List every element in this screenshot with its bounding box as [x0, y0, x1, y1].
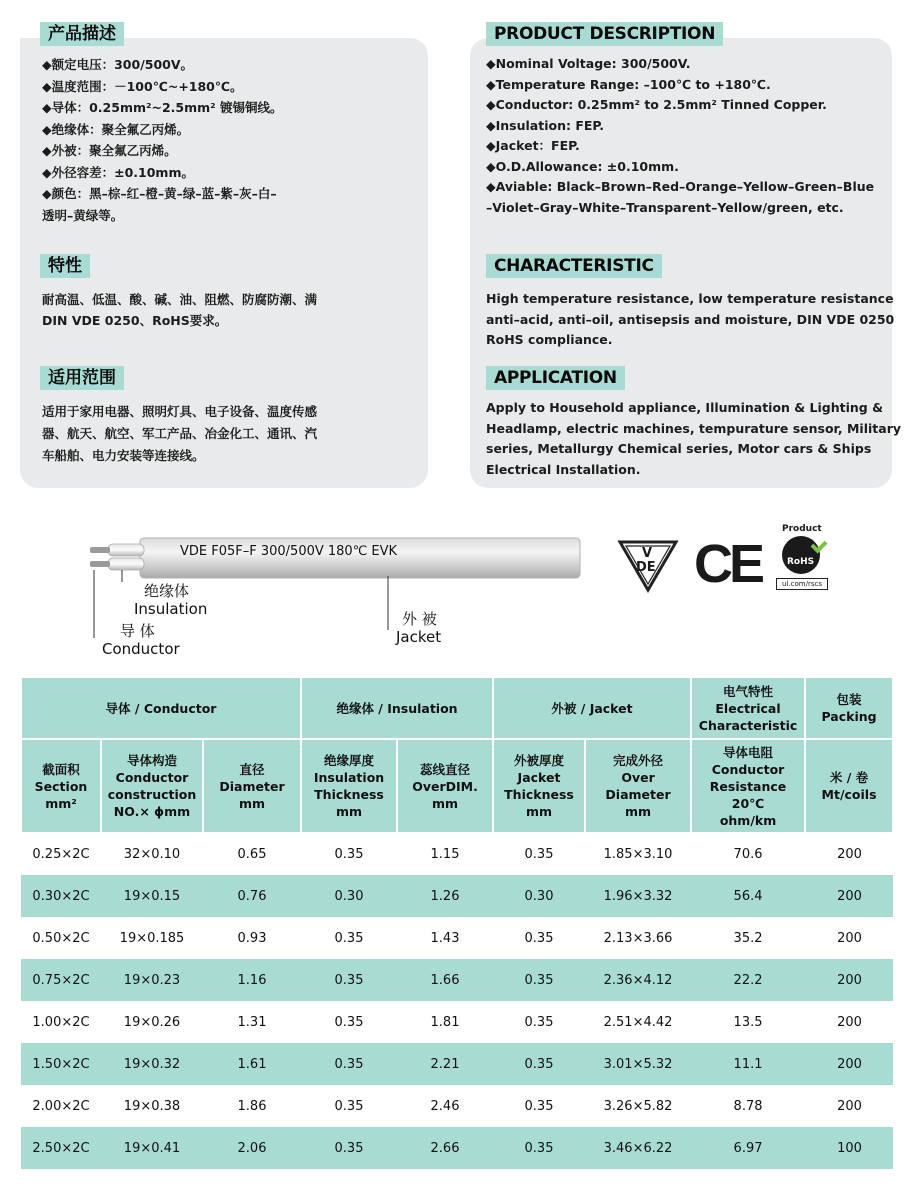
table-cell: 1.43 — [397, 917, 493, 959]
table-cell: 1.26 — [397, 875, 493, 917]
header-line: 导体构造 — [126, 753, 177, 768]
header-line: Thickness — [504, 787, 574, 802]
table-cell: 2.21 — [397, 1043, 493, 1085]
text-line: 器、航天、航空、军工产品、冶金化工、通讯、汽 — [42, 426, 318, 441]
header-line: Diameter — [219, 778, 285, 794]
jacket-thickness-header — [493, 739, 585, 833]
table-cell: 0.35 — [493, 833, 585, 875]
table-cell: 1.96×3.32 — [585, 875, 691, 917]
table-cell: 19×0.26 — [101, 1001, 203, 1043]
table-cell: 11.1 — [691, 1043, 805, 1085]
header-line: 电气特性 — [723, 683, 774, 699]
table-cell: 0.75×2C — [21, 959, 101, 1001]
table-row — [21, 1043, 893, 1085]
overdim-header — [397, 739, 493, 833]
table-cell: 2.66 — [397, 1127, 493, 1169]
ul-url: ul.com/rscs — [776, 578, 828, 590]
jacket-group-header: 外被 / Jacket — [493, 677, 691, 739]
table-cell: 0.76 — [203, 875, 301, 917]
cable-illustration — [80, 520, 600, 670]
table-cell: 1.15 — [397, 833, 493, 875]
table-cell: 1.85×3.10 — [585, 833, 691, 875]
header-line: 蕊线直径 — [420, 761, 471, 777]
header-line: Electrical — [715, 700, 781, 716]
text-line: ◆外径容差：±0.10mm。 — [42, 164, 194, 180]
conductor-group-header: 导体 / Conductor — [21, 677, 301, 739]
text-line: ◆外被：聚全氟乙丙烯。 — [42, 143, 177, 158]
header-line: mm — [431, 795, 459, 811]
table-cell: 1.50×2C — [21, 1043, 101, 1085]
conductor-label-en: Conductor — [102, 640, 180, 658]
ul-product-text: Product — [782, 524, 822, 534]
table-cell: 0.50×2C — [21, 917, 101, 959]
text-line: Apply to Household appliance, Illumination & Lighting & — [486, 400, 883, 415]
table-cell: 0.30 — [493, 875, 585, 917]
table-cell: 3.46×6.22 — [585, 1127, 691, 1169]
vde-bottom-text: DE — [636, 560, 656, 575]
header-line: 包装 — [836, 692, 862, 707]
table-cell: 1.31 — [203, 1001, 301, 1043]
table-cell: 0.35 — [493, 1043, 585, 1085]
table-cell: 2.51×4.42 — [585, 1001, 691, 1043]
table-cell: 0.35 — [493, 959, 585, 1001]
table-cell: 3.26×5.82 — [585, 1085, 691, 1127]
text-line: ◆Nominal Voltage: 300/500V. — [486, 56, 691, 71]
table-cell: 3.01×5.32 — [585, 1043, 691, 1085]
header-line: Diameter — [605, 787, 671, 802]
table-cell: 19×0.15 — [101, 875, 203, 917]
header-line: NO.× ϕmm — [113, 804, 191, 819]
table-cell: 19×0.41 — [101, 1127, 203, 1169]
text-line: anti–acid, anti–oil, antisepsis and moisture, DIN VDE 0250 — [486, 311, 895, 327]
cn-desc-list — [42, 54, 282, 226]
vde-logo — [616, 538, 680, 594]
text-line: –Violet–Gray–White–Transparent–Yellow/green, etc. — [486, 199, 844, 215]
en-app-title: APPLICATION — [486, 366, 625, 390]
text-line: ◆导体：0.25mm²~2.5mm² 镀锡铜线。 — [42, 100, 283, 115]
table-cell: 0.93 — [203, 917, 301, 959]
header-line: Characteristic — [698, 717, 798, 733]
table-cell: 200 — [805, 1085, 893, 1127]
jacket-label-en: Jacket — [396, 628, 442, 646]
header-line: Conductor — [711, 761, 785, 777]
text-line: High temperature resistance, low temperature resistance — [486, 291, 894, 306]
text-line: ◆Aviable: Black–Brown–Red–Orange–Yellow–Green–Blue — [486, 179, 875, 194]
text-line: 适用于家用电器、照明灯具、电子设备、温度传感 — [42, 404, 318, 419]
table-cell: 13.5 — [691, 1001, 805, 1043]
ul-rohs-text: RoHS — [787, 557, 815, 567]
header-line: 米 / 卷 — [829, 770, 869, 785]
insulation-label-en: Insulation — [134, 600, 208, 618]
header-line: Over — [621, 770, 655, 785]
text-line: series, Metallurgy Chemical series, Motor cars & Ships — [486, 441, 872, 456]
header-line: mm² — [45, 795, 77, 811]
table-cell: 2.00×2C — [21, 1085, 101, 1127]
header-line: Thickness — [314, 787, 384, 802]
construction-header — [101, 739, 203, 833]
table-cell: 0.25×2C — [21, 833, 101, 875]
over-diameter-header — [585, 739, 691, 833]
text-line: ◆绝缘体：聚全氟乙丙烯。 — [42, 121, 190, 137]
en-app-text — [486, 398, 901, 480]
table-cell: 19×0.38 — [101, 1085, 203, 1127]
header-line: mm — [624, 804, 652, 819]
table-cell: 0.65 — [203, 833, 301, 875]
header-line: construction — [107, 787, 197, 802]
en-char-text — [486, 289, 894, 351]
header-line: 绝缘厚度 — [324, 753, 375, 768]
section-header — [21, 739, 101, 833]
table-cell: 2.06 — [203, 1127, 301, 1169]
text-line: ◆Conductor: 0.25mm² to 2.5mm² Tinned Copper. — [486, 97, 827, 112]
text-line: Electrical Installation. — [486, 461, 641, 477]
cn-app-text — [42, 401, 317, 467]
header-line: Insulation — [313, 770, 385, 785]
text-line: 耐高温、低温、酸、碱、油、阻燃、防腐防潮、满 — [42, 292, 318, 307]
table-cell: 0.35 — [301, 1085, 397, 1127]
table-cell: 2.36×4.12 — [585, 959, 691, 1001]
header-line: Section — [34, 778, 88, 794]
table-row — [21, 1085, 893, 1127]
table-cell: 1.81 — [397, 1001, 493, 1043]
cn-char-text — [42, 290, 317, 331]
diameter-header — [203, 739, 301, 833]
table-cell: 6.97 — [691, 1127, 805, 1169]
text-line: 车船舶、电力安装等连接线。 — [42, 448, 205, 463]
table-cell: 1.86 — [203, 1085, 301, 1127]
table-cell: 0.35 — [493, 1127, 585, 1169]
table-cell: 19×0.32 — [101, 1043, 203, 1085]
table-cell: 100 — [805, 1127, 893, 1169]
table-row — [21, 1127, 893, 1169]
table-row — [21, 959, 893, 1001]
table-cell: 200 — [805, 1001, 893, 1043]
table-cell: 2.46 — [397, 1085, 493, 1127]
jacket-label-cn: 外 被 — [402, 610, 437, 628]
text-line: ◆Insulation: FEP. — [486, 117, 605, 133]
table-cell: 200 — [805, 959, 893, 1001]
table-cell: 0.35 — [301, 959, 397, 1001]
en-desc-list — [486, 54, 874, 218]
mt-coils-header — [805, 739, 893, 833]
table-cell: 32×0.10 — [101, 833, 203, 875]
table-cell: 200 — [805, 875, 893, 917]
header-line: OverDIM. — [412, 778, 478, 794]
cn-app-title: 适用范围 — [40, 366, 124, 390]
table-cell: 200 — [805, 1043, 893, 1085]
table-cell: 35.2 — [691, 917, 805, 959]
table-row — [21, 875, 893, 917]
text-line: Headlamp, electric machines, tempurature sensor, Military — [486, 420, 902, 436]
insulation-label-cn: 绝缘体 — [144, 582, 190, 600]
header-line: 截面积 — [42, 761, 80, 777]
header-line: mm — [335, 804, 363, 819]
cable-print: VDE F05F–F 300/500V 180℃ EVK — [180, 544, 398, 559]
table-cell: 56.4 — [691, 875, 805, 917]
table-cell: 19×0.185 — [101, 917, 203, 959]
table-cell: 0.35 — [493, 1085, 585, 1127]
table-cell: 1.66 — [397, 959, 493, 1001]
table-cell: 0.30×2C — [21, 875, 101, 917]
text-line: DIN VDE 0250、RoHS要求。 — [42, 312, 228, 328]
table-cell: 70.6 — [691, 833, 805, 875]
header-line: Mt/coils — [821, 787, 877, 802]
table-cell: 2.13×3.66 — [585, 917, 691, 959]
table-cell: 0.35 — [301, 1001, 397, 1043]
en-char-title: CHARACTERISTIC — [486, 254, 662, 278]
table-cell: 0.35 — [493, 1001, 585, 1043]
table-cell: 1.00×2C — [21, 1001, 101, 1043]
header-line: 直径 — [239, 761, 265, 777]
table-cell: 200 — [805, 917, 893, 959]
insulation-group-header: 绝缘体 / Insulation — [301, 677, 493, 739]
table-cell: 2.50×2C — [21, 1127, 101, 1169]
header-line: mm — [238, 795, 266, 811]
table-cell: 19×0.23 — [101, 959, 203, 1001]
header-line: mm — [525, 804, 553, 819]
header-line: Jacket — [517, 770, 561, 785]
text-line: ◆温度范围：－100℃~+180℃。 — [42, 78, 243, 94]
table-row — [21, 1001, 893, 1043]
table-row — [21, 833, 893, 875]
cn-desc-title: 产品描述 — [40, 22, 124, 46]
conductor-label-cn: 导 体 — [120, 622, 155, 640]
table-row — [21, 917, 893, 959]
electrical-group-header — [691, 677, 805, 739]
vde-top-text: V — [642, 546, 653, 561]
header-line: Packing — [821, 709, 877, 724]
table-cell: 0.35 — [301, 1127, 397, 1169]
cn-char-title: 特性 — [40, 254, 90, 278]
header-line: Resistance 20℃ — [709, 778, 787, 811]
text-line: ◆O.D.Allowance: ±0.10mm. — [486, 158, 679, 174]
table-cell: 0.35 — [301, 917, 397, 959]
header-line: ohm/km — [719, 812, 777, 828]
text-line: ◆颜色：黑–棕–红–橙–黄–绿–蓝–紫–灰–白– — [42, 186, 277, 201]
table-cell: 0.30 — [301, 875, 397, 917]
table-cell: 1.61 — [203, 1043, 301, 1085]
table-cell: 22.2 — [691, 959, 805, 1001]
header-line: 完成外径 — [613, 753, 664, 768]
text-line: ◆Jacket：FEP. — [486, 138, 580, 153]
text-line: RoHS compliance. — [486, 332, 613, 347]
ce-mark: CE — [694, 534, 762, 594]
spec-table — [20, 676, 894, 1169]
header-line: 外被厚度 — [514, 753, 565, 768]
insulation-thickness-header — [301, 739, 397, 833]
ul-rohs-logo — [776, 524, 832, 596]
spec-table-body — [21, 833, 893, 1169]
table-cell: 1.16 — [203, 959, 301, 1001]
text-line: ◆额定电压：300/500V。 — [42, 57, 194, 72]
table-cell: 0.35 — [301, 1043, 397, 1085]
en-desc-title: PRODUCT DESCRIPTION — [486, 22, 723, 46]
text-line: ◆Temperature Range: –100℃ to +180℃. — [486, 76, 771, 92]
table-cell: 0.35 — [301, 833, 397, 875]
resistance-header — [691, 739, 805, 833]
text-line: 透明–黄绿等。 — [42, 207, 124, 223]
table-cell: 8.78 — [691, 1085, 805, 1127]
header-line: 导体电阻 — [723, 744, 774, 760]
table-cell: 200 — [805, 833, 893, 875]
table-cell: 0.35 — [493, 917, 585, 959]
header-line: Conductor — [115, 770, 189, 785]
packing-group-header — [805, 677, 893, 739]
